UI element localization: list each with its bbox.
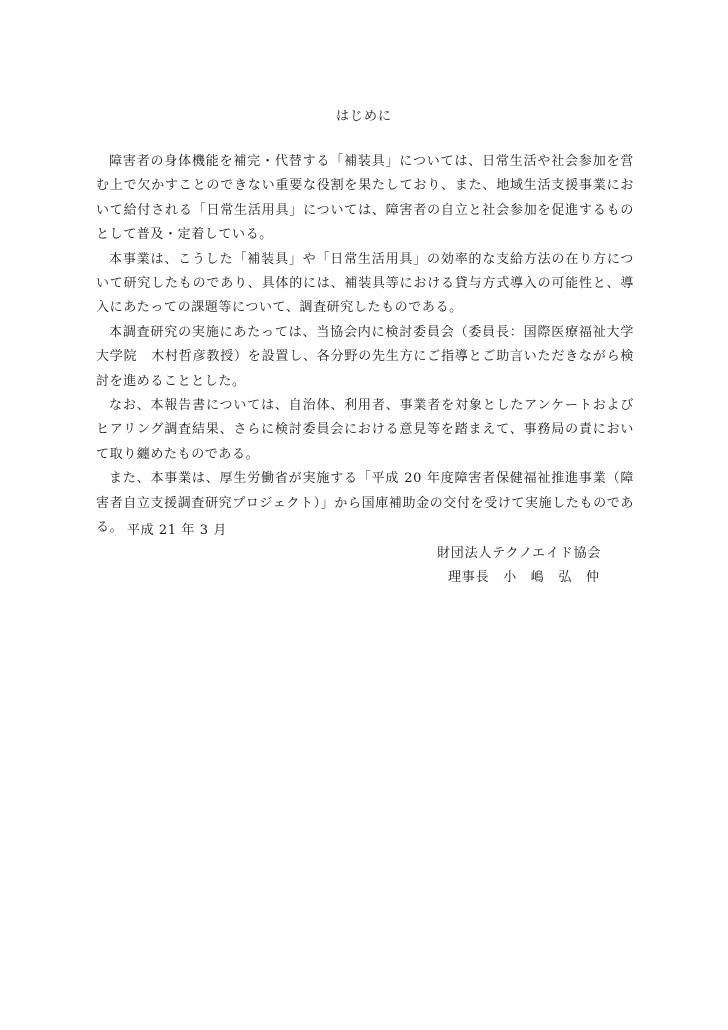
issue-date: 平成 21 年 3 月: [127, 523, 227, 538]
body-text: [96, 150, 634, 541]
paragraph-5: また、本事業は、厚生労働省が実施する「平成 20 年度障害者保健福祉推進事業（障害者自立支援調査研究プロジェクト）」から国庫補助金の交付を受けて実施したものである。: [96, 471, 634, 536]
paragraph-3: 本調査研究の実施にあたっては、当協会内に検討委員会（委員長：国際医療福祉大学大学院 木村哲彦教授）を設置し、各分野の先生方にご指導とご助言いただきながら検討を進めることとした。: [96, 324, 634, 389]
paragraph-2: 本事業は、こうした「補装具」や「日常生活用具」の効率的な支給方法の在り方について研究したものであり、具体的には、補装具等における貸与方式導入の可能性と、導入にあたっての課題等について、調査研究したものである。: [96, 251, 634, 316]
organization-name: 財団法人テクノエイド協会: [437, 546, 602, 561]
page-title: はじめに: [335, 109, 392, 124]
paragraph-1: 障害者の身体機能を補完・代替する「補装具」については、日常生活や社会参加を営む上で欠かすことのできない重要な役割を果たしており、また、地域生活支援事業において給付される「日常生活用具」については、障害者の自立と社会参加を促進するものとして普及・定着している。: [96, 154, 634, 243]
signatory-name: 理事長 小 嶋 弘 仲: [448, 570, 600, 585]
paragraph-4: なお、本報告書については、自治体、利用者、事業者を対象としたアンケートおよびヒアリング調査結果、さらに検討委員会における意見等を踏まえて、事務局の責において取り纏めたものである。: [96, 398, 634, 462]
